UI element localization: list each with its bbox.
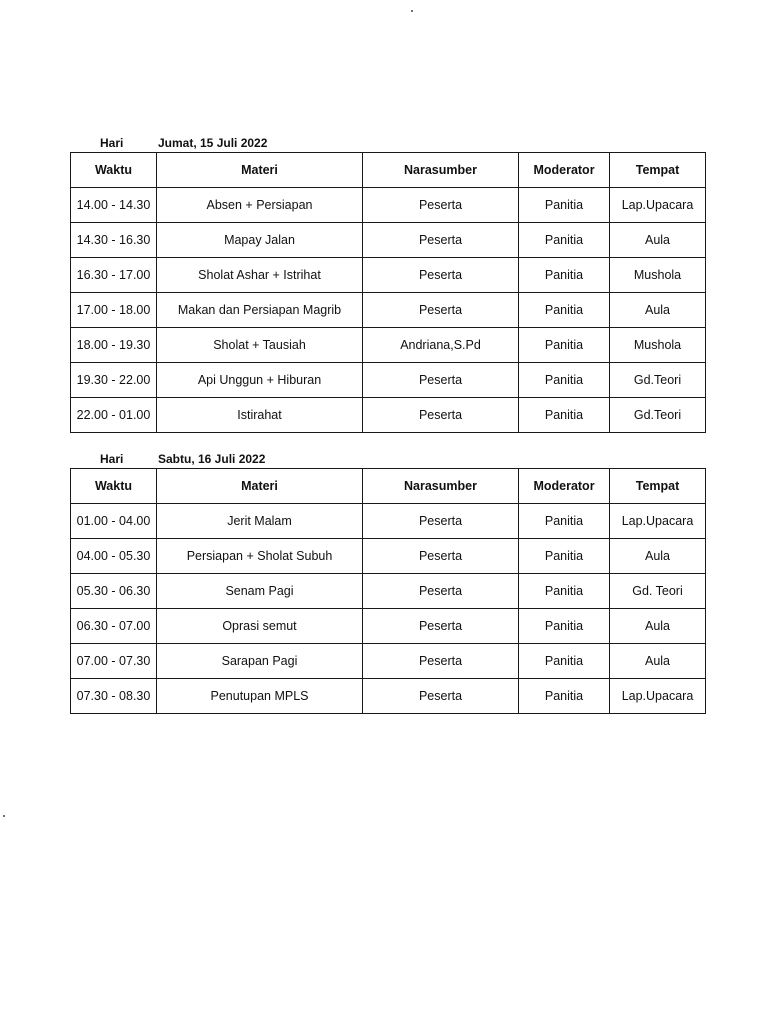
cell-tempat: Gd.Teori xyxy=(610,398,706,433)
column-header-moderator: Moderator xyxy=(519,469,610,504)
table-row xyxy=(71,679,706,714)
cell-narasumber: Peserta xyxy=(363,609,519,644)
table-row xyxy=(71,328,706,363)
column-header-waktu: Waktu xyxy=(71,469,157,504)
column-header-tempat: Tempat xyxy=(610,469,706,504)
cell-moderator: Panitia xyxy=(519,504,610,539)
table-row xyxy=(71,398,706,433)
day-date: Jumat, 15 Juli 2022 xyxy=(158,136,268,150)
cell-waktu: 07.30 - 08.30 xyxy=(71,679,157,714)
cell-materi: Sholat + Tausiah xyxy=(157,328,363,363)
cell-moderator: Panitia xyxy=(519,644,610,679)
cell-materi: Istirahat xyxy=(157,398,363,433)
cell-moderator: Panitia xyxy=(519,293,610,328)
cell-moderator: Panitia xyxy=(519,188,610,223)
cell-tempat: Aula xyxy=(610,609,706,644)
table-row xyxy=(71,539,706,574)
table-header-row xyxy=(71,469,706,504)
scan-speck xyxy=(3,815,5,817)
day-date: Sabtu, 16 Juli 2022 xyxy=(158,452,266,466)
column-header-moderator: Moderator xyxy=(519,153,610,188)
cell-narasumber: Peserta xyxy=(363,644,519,679)
cell-materi: Penutupan MPLS xyxy=(157,679,363,714)
schedule-day-1 xyxy=(70,136,705,433)
cell-moderator: Panitia xyxy=(519,679,610,714)
schedule-day-2 xyxy=(70,452,705,714)
cell-materi: Sarapan Pagi xyxy=(157,644,363,679)
cell-tempat: Aula xyxy=(610,539,706,574)
cell-materi: Makan dan Persiapan Magrib xyxy=(157,293,363,328)
table-row xyxy=(71,644,706,679)
cell-narasumber: Peserta xyxy=(363,504,519,539)
cell-tempat: Mushola xyxy=(610,258,706,293)
table-row xyxy=(71,504,706,539)
table-row xyxy=(71,258,706,293)
cell-tempat: Gd.Teori xyxy=(610,363,706,398)
cell-moderator: Panitia xyxy=(519,398,610,433)
cell-materi: Oprasi semut xyxy=(157,609,363,644)
table-row xyxy=(71,223,706,258)
cell-narasumber: Peserta xyxy=(363,679,519,714)
cell-moderator: Panitia xyxy=(519,223,610,258)
cell-moderator: Panitia xyxy=(519,328,610,363)
column-header-materi: Materi xyxy=(157,469,363,504)
cell-waktu: 16.30 - 17.00 xyxy=(71,258,157,293)
cell-narasumber: Peserta xyxy=(363,363,519,398)
cell-materi: Senam Pagi xyxy=(157,574,363,609)
cell-narasumber: Peserta xyxy=(363,293,519,328)
cell-tempat: Lap.Upacara xyxy=(610,679,706,714)
cell-narasumber: Peserta xyxy=(363,188,519,223)
table-row xyxy=(71,188,706,223)
cell-waktu: 06.30 - 07.00 xyxy=(71,609,157,644)
cell-materi: Sholat Ashar + Istrihat xyxy=(157,258,363,293)
day-label: Hari xyxy=(100,452,124,466)
cell-waktu: 18.00 - 19.30 xyxy=(71,328,157,363)
cell-tempat: Aula xyxy=(610,223,706,258)
column-header-narasumber: Narasumber xyxy=(363,153,519,188)
column-header-narasumber: Narasumber xyxy=(363,469,519,504)
column-header-tempat: Tempat xyxy=(610,153,706,188)
cell-tempat: Gd. Teori xyxy=(610,574,706,609)
cell-waktu: 01.00 - 04.00 xyxy=(71,504,157,539)
cell-moderator: Panitia xyxy=(519,363,610,398)
cell-tempat: Aula xyxy=(610,293,706,328)
cell-materi: Absen + Persiapan xyxy=(157,188,363,223)
table-row xyxy=(71,363,706,398)
cell-waktu: 19.30 - 22.00 xyxy=(71,363,157,398)
schedule-table xyxy=(70,152,706,433)
cell-tempat: Aula xyxy=(610,644,706,679)
schedule-table xyxy=(70,468,706,714)
table-row xyxy=(71,293,706,328)
cell-waktu: 14.30 - 16.30 xyxy=(71,223,157,258)
cell-tempat: Lap.Upacara xyxy=(610,504,706,539)
cell-tempat: Mushola xyxy=(610,328,706,363)
table-header-row xyxy=(71,153,706,188)
cell-waktu: 07.00 - 07.30 xyxy=(71,644,157,679)
cell-waktu: 04.00 - 05.30 xyxy=(71,539,157,574)
day-heading xyxy=(70,452,705,468)
cell-narasumber: Peserta xyxy=(363,574,519,609)
column-header-materi: Materi xyxy=(157,153,363,188)
day-heading xyxy=(70,136,705,152)
cell-moderator: Panitia xyxy=(519,574,610,609)
cell-materi: Api Unggun + Hiburan xyxy=(157,363,363,398)
cell-materi: Jerit Malam xyxy=(157,504,363,539)
cell-narasumber: Peserta xyxy=(363,539,519,574)
table-row xyxy=(71,574,706,609)
column-header-waktu: Waktu xyxy=(71,153,157,188)
cell-narasumber: Peserta xyxy=(363,258,519,293)
cell-waktu: 17.00 - 18.00 xyxy=(71,293,157,328)
cell-moderator: Panitia xyxy=(519,258,610,293)
cell-moderator: Panitia xyxy=(519,539,610,574)
cell-materi: Mapay Jalan xyxy=(157,223,363,258)
cell-narasumber: Peserta xyxy=(363,223,519,258)
cell-tempat: Lap.Upacara xyxy=(610,188,706,223)
cell-waktu: 22.00 - 01.00 xyxy=(71,398,157,433)
cell-waktu: 05.30 - 06.30 xyxy=(71,574,157,609)
cell-waktu: 14.00 - 14.30 xyxy=(71,188,157,223)
table-row xyxy=(71,609,706,644)
cell-narasumber: Andriana,S.Pd xyxy=(363,328,519,363)
scan-speck xyxy=(411,10,413,12)
cell-narasumber: Peserta xyxy=(363,398,519,433)
cell-moderator: Panitia xyxy=(519,609,610,644)
day-label: Hari xyxy=(100,136,124,150)
cell-materi: Persiapan + Sholat Subuh xyxy=(157,539,363,574)
